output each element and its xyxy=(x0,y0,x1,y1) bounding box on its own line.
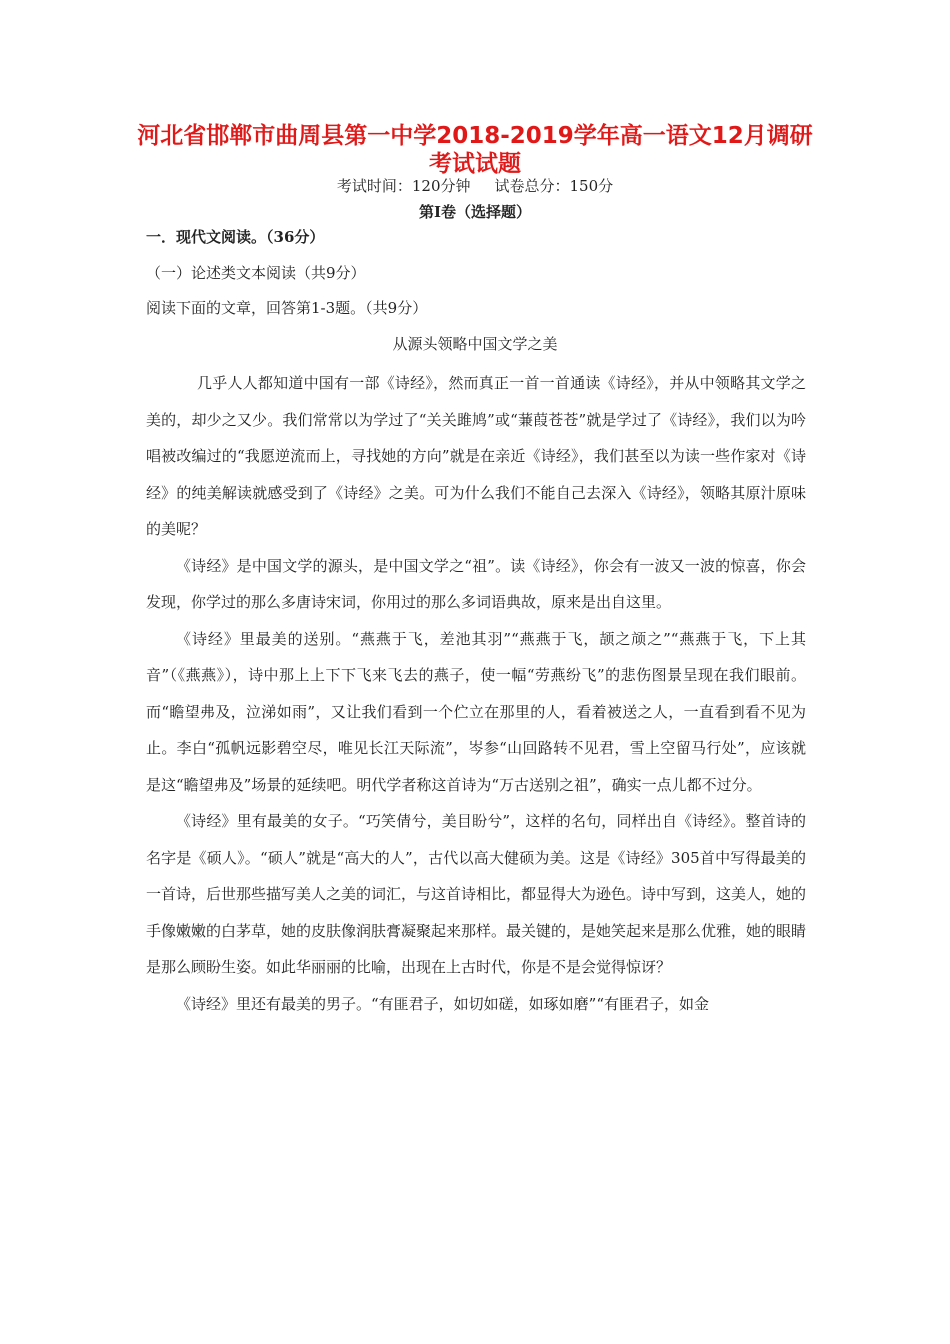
article-title: 从源头领略中国文学之美 xyxy=(392,335,558,353)
exam-meta xyxy=(0,176,950,196)
exam-time: 考试时间：120分钟 xyxy=(336,177,471,195)
part-title: 第Ⅰ卷（选择题） xyxy=(418,203,532,221)
total-score: 试卷总分：150分 xyxy=(494,177,614,195)
reading-instruction: 阅读下面的文章，回答第1-3题。（共9分） xyxy=(146,299,428,317)
section-subheading: （一）论述类文本阅读（共9分） xyxy=(146,264,366,282)
article-paragraph: 《诗经》是中国文学的源头，是中国文学之“祖”。读《诗经》，你会有一波又一波的惊喜，你会发现，你学过的那么多唐诗宋词，你用过的那么多词语典故，原来是出自这里。 xyxy=(146,556,806,611)
article-body xyxy=(146,365,806,1022)
document-title: 河北省邯郸市曲周县第一中学2018-2019学年高一语文12月调研考试试题 xyxy=(137,123,813,177)
article-paragraph: 《诗经》里最美的送别。“燕燕于飞，差池其羽”“燕燕于飞，颉之颃之”“燕燕于飞，下上其音”（《燕燕》），诗中那上上下下飞来飞去的燕子，使一幅“劳燕纷飞”的悲伤图景呈现在我们眼前。而“瞻望弗及，泣涕如雨”，又让我们看到一个伫立在那里的人，看着被送之人，一直看到看不见为止。李白“孤帆远影碧空尽，唯见长江天际流”，岑参“山回路转不见君，雪上空留马行处”，应该就是这“瞻望弗及”场景的延续吧。明代学者称这首诗为“万古送别之祖”，确实一点儿都不过分。 xyxy=(146,629,806,794)
article-paragraph: 几乎人人都知道中国有一部《诗经》，然而真正一首一首通读《诗经》，并从中领略其文学之美的，却少之又少。我们常常以为学过了“关关雎鸠”或“蒹葭苍苍”就是学过了《诗经》，我们以为吟唱被改编过的“我愿逆流而上，寻找她的方向”就是在亲近《诗经》，我们甚至以为读一些作家对《诗经》的纯美解读就感受到了《诗经》之美。可为什么我们不能自己去深入《诗经》，领略其原汁原味的美呢？ xyxy=(146,374,806,538)
section-heading: 一．现代文阅读。（36分） xyxy=(146,228,325,246)
article-paragraph: 《诗经》里还有最美的男子。“有匪君子，如切如磋，如琢如磨”“有匪君子，如金 xyxy=(176,994,710,1013)
article-paragraph: 《诗经》里有最美的女子。“巧笑倩兮，美目盼兮”，这样的名句，同样出自《诗经》。整首诗的名字是《硕人》。“硕人”就是“高大的人”，古代以高大健硕为美。这是《诗经》305首中写得最美的一首诗，后世那些描写美人之美的词汇，与这首诗相比，都显得大为逊色。诗中写到，这美人，她的手像嫩嫩的白茅草，她的皮肤像润肤膏凝聚起来那样。最关键的，是她笑起来是那么优雅，她的眼睛是那么顾盼生姿。如此华丽丽的比喻，出现在上古时代，你是不是会觉得惊讶？ xyxy=(146,812,807,976)
